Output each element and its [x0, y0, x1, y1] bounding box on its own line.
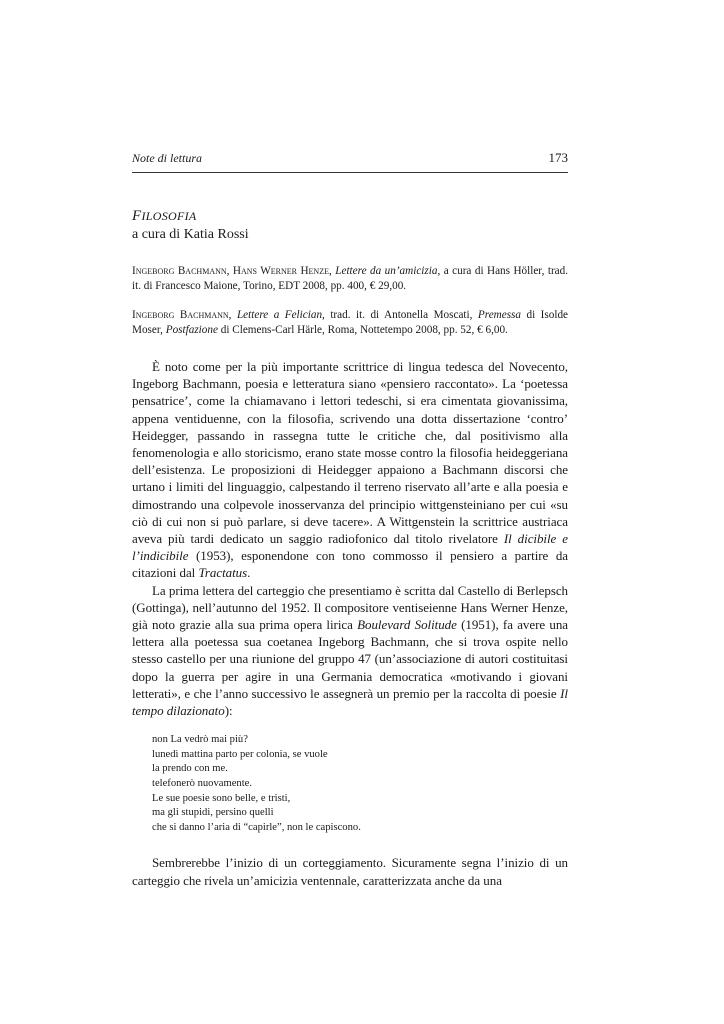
paragraph-text: La prima lettera del carteggio che presentiamo è scritta dal Castello di Berlepsch (Gottinga), nell’autunno del 1952. Il compositore ventiseienne Hans Werner Henze, già noto grazie alla sua prima opera lirica — [132, 582, 568, 633]
reference-details: , a cura di Hans Höller, trad. it. di Francesco Maione, Torino, EDT 2008, pp. 400, € 29,00. — [132, 265, 569, 292]
section-curator: a cura di Katia Rossi — [132, 227, 249, 242]
paragraph — [132, 582, 568, 720]
reference-details: , trad. it. di Antonella Moscati, — [322, 309, 478, 321]
poem-line: che si danno l’aria di “capirle”, non le capiscono. — [152, 821, 361, 833]
quoted-poem — [152, 733, 568, 835]
reference-details: di Isolde Moser, — [132, 309, 569, 336]
paragraph-text: (1953), esponendone con tono commosso il pensiero a partire da citazioni dal — [132, 548, 568, 581]
reference-separator: , — [228, 309, 237, 321]
paragraph-text: (1951), fa avere una lettera alla poetessa sua coetanea Ingeborg Bachmann, che si trova ospite nello stesso castello per una riunione del gruppo 47 (un’associazione di autori costituitasi dopo la guerra per agire in una Germania democratica «motivando i giovani letterati», e che l’anno successivo le assegnerà un premio per la raccolta di poesie — [132, 617, 568, 701]
bibliographic-reference — [132, 264, 568, 294]
poem-line: non La vedrò mai più? — [152, 734, 248, 746]
page-number: 173 — [548, 150, 568, 165]
poem-line: ma gli stupidi, persino quelli — [152, 807, 274, 819]
running-title: Note di lettura — [132, 151, 202, 165]
body-text-continued — [132, 854, 568, 888]
work-title: Tractatus — [198, 565, 248, 581]
paragraph-text: . — [247, 565, 251, 581]
paragraph-text: ): — [224, 703, 233, 719]
section-title — [132, 207, 568, 225]
reference-author: Ingeborg Bachmann, Hans Werner Henze — [132, 265, 329, 277]
section-title-rest: ILOSOFIA — [141, 209, 197, 223]
paragraph — [132, 358, 568, 582]
reference-separator: , — [329, 265, 336, 277]
running-header — [132, 150, 568, 173]
body-text — [132, 358, 568, 719]
poem-line: Le sue poesie sono belle, e tristi, — [152, 792, 291, 804]
work-title: Boulevard Solitude — [357, 617, 457, 633]
reference-details: di Clemens-Carl Härle, Roma, Nottetempo 2008, pp. 52, € 6,00. — [217, 324, 508, 336]
work-title: Il tempo dilazionato — [132, 685, 568, 719]
work-title: Il dicibile e l’indicibile — [132, 531, 568, 564]
paragraph: Sembrerebbe l’inizio di un corteggiamento. Sicuramente segna l’inizio di un carteggio che rivela un’amicizia ventennale, caratterizzata anche da una — [132, 855, 568, 888]
bibliographic-reference — [132, 308, 568, 338]
reference-title: Lettere da un’amicizia — [335, 265, 438, 277]
poem-line: lunedì mattina parto per colonia, se vuole — [152, 748, 328, 760]
reference-premessa: Premessa — [477, 309, 522, 321]
reference-postfazione: Postfazione — [165, 324, 218, 336]
reference-title: Lettere a Felician — [236, 309, 323, 321]
poem-line: telefonerò nuovamente. — [152, 778, 253, 790]
section-title-initial: F — [132, 208, 142, 224]
page — [132, 150, 568, 889]
paragraph-text: È noto come per la più importante scrittrice di lingua tedesca del Novecento, Ingeborg Bachmann, poesia e letteratura siano «pensiero raccontato». La ‘poetessa pensatrice’, come la chiamavano i lettori tedeschi, si era cimentata giovanissima, appena ventiduenne, con la filosofia, scrivendo una dotta dissertazione ‘contro’ Heidegger, passando in rassegna tutte le critiche che, dal positivismo alla fenomenologia e allo storicismo, erano state mosse contro la filosofia heideggeriana dell’esistenza. Le proposizioni di Heidegger appaiono a Bachmann discorsi che urtano i limiti del linguaggio, calpestando il terreno riservato all’arte e alla poesia e dimostrando una colpevole inosservanza del principio wittgensteiniano per cui «su ciò di cui non si può parlare, si deve tacere». A Wittgenstein la scrittrice austriaca aveva più tardi dedicato un saggio radiofonico dal titolo rivelatore — [132, 359, 568, 547]
poem-line: la prendo con me. — [152, 763, 228, 775]
reference-author: Ingeborg Bachmann — [132, 309, 229, 321]
